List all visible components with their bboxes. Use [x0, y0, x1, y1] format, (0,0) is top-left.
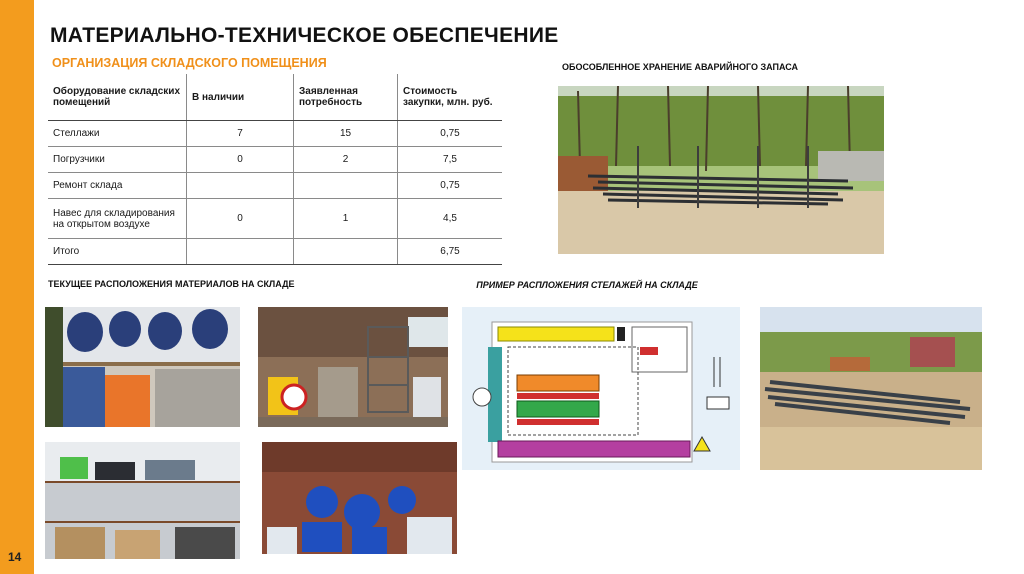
table-cell: 6,75	[398, 239, 503, 265]
warehouse-photo-boxes	[45, 442, 240, 559]
emergency-storage-photo	[558, 86, 884, 254]
current-location-caption: ТЕКУЩЕЕ РАСПОЛОЖЕНИЯ МАТЕРИАЛОВ НА СКЛАДЕ	[48, 279, 295, 289]
warehouse-photo-shelves	[258, 307, 448, 427]
table-cell: Погрузчики	[48, 147, 187, 173]
table-cell: 2	[294, 147, 398, 173]
table-cell: Стеллажи	[48, 121, 187, 147]
table-cell: 0,75	[398, 173, 503, 199]
table-row	[48, 147, 502, 173]
slide-title: МАТЕРИАЛЬНО-ТЕХНИЧЕСКОЕ ОБЕСПЕЧЕНИЕ	[50, 24, 559, 47]
rack-example-caption: ПРИМЕР РАСПЛОЖЕНИЯ СТЕЛАЖЕЙ НА СКЛАДЕ	[476, 280, 698, 290]
table-cell	[187, 239, 294, 265]
table-cell: 0	[187, 147, 294, 173]
table-cell: Ремонт склада	[48, 173, 187, 199]
table-cell: 1	[294, 199, 398, 239]
side-accent-bar	[0, 0, 34, 574]
slide-subtitle: ОРГАНИЗАЦИЯ СКЛАДСКОГО ПОМЕЩЕНИЯ	[52, 56, 327, 70]
table-cell: 4,5	[398, 199, 503, 239]
table-header-cell: Оборудование складских помещений	[48, 74, 187, 121]
table-cell	[294, 173, 398, 199]
table-cell: Итого	[48, 239, 187, 265]
table-cell: Навес для складирования на открытом воздухе	[48, 199, 187, 239]
table-row	[48, 239, 502, 265]
table-cell: 0,75	[398, 121, 503, 147]
warehouse-photo-clothing	[45, 307, 240, 427]
table-row	[48, 199, 502, 239]
equipment-table	[48, 74, 502, 265]
table-cell: 0	[187, 199, 294, 239]
table-cell: 7	[187, 121, 294, 147]
rack-layout-diagram	[462, 307, 740, 470]
outdoor-pipes-photo	[760, 307, 982, 470]
emergency-storage-caption: ОБОСОБЛЕННОЕ ХРАНЕНИЕ АВАРИЙНОГО ЗАПАСА	[562, 62, 799, 72]
table-header-cell: Стоимость закупки, млн. руб.	[398, 74, 503, 121]
table-row	[48, 121, 502, 147]
table-header-row	[48, 74, 502, 121]
warehouse-photo-valves	[262, 442, 457, 554]
table-header-cell: Заявленная потребность	[294, 74, 398, 121]
table-cell: 7,5	[398, 147, 503, 173]
page-number: 14	[8, 550, 22, 564]
table-header-cell: В наличии	[187, 74, 294, 121]
table-cell	[187, 173, 294, 199]
table-cell	[294, 239, 398, 265]
table-cell: 15	[294, 121, 398, 147]
table-row	[48, 173, 502, 199]
